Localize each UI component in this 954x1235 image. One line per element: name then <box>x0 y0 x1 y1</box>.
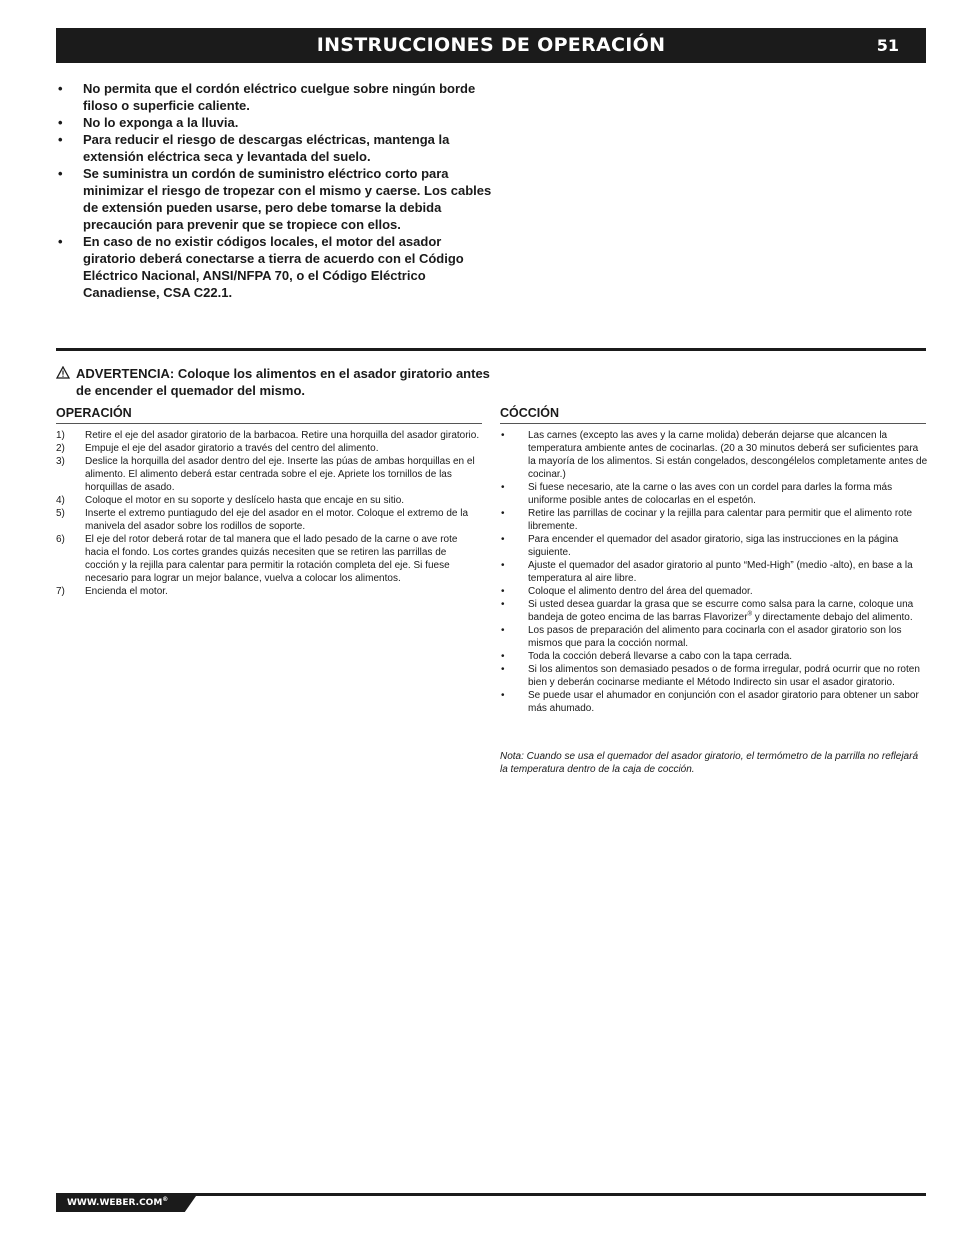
list-item <box>56 533 482 585</box>
step-number: 2) <box>56 443 65 454</box>
footer-divider <box>56 1193 926 1196</box>
step-text: Retire el eje del asador giratorio de la barbacoa. Retire una horquilla del asador giratorio. <box>85 430 480 441</box>
list-item: • Para encender el quemador del asador giratorio, siga las instrucciones en la página siguiente. <box>500 533 928 559</box>
coccion-heading: CÓCCIÓN <box>500 406 926 424</box>
list-item: • No lo exponga a la lluvia. <box>56 114 496 131</box>
page-number: 51 <box>876 36 899 55</box>
list-item: • No permita que el cordón eléctrico cuelgue sobre ningún borde filoso o superficie caliente. <box>56 80 496 114</box>
list-item: • Se suministra un cordón de suministro eléctrico corto para minimizar el riesgo de tropezar con el mismo y caerse. Los cables de extensión pueden usarse, pero debe tomarse la debida precaución para prevenir que se tropiece con ellos. <box>56 165 496 233</box>
list-item: • Para reducir el riesgo de descargas eléctricas, mantenga la extensión eléctrica seca y levantada del suelo. <box>56 131 496 165</box>
step-text: Empuje el eje del asador giratorio a través del centro del alimento. <box>85 443 379 454</box>
warning-text: ADVERTENCIA: Coloque los alimentos en el asador giratorio antes de encender el quemador del mismo. <box>76 366 490 398</box>
list-item <box>56 507 482 533</box>
footer-website-link[interactable] <box>67 1198 168 1208</box>
list-item: • En caso de no existir códigos locales, el motor del asador giratorio deberá conectarse a tierra de acuerdo con el Código Eléctrico Nacional, ANSI/NFPA 70, o el Código Eléctrico Canadiense, CSA C22.1. <box>56 233 496 301</box>
grease-text: Si usted desea guardar la grasa que se escurre como salsa para la carne, coloque una bandeja de goteo encima de las barras Flavorizer <box>528 599 914 623</box>
registered-mark: ® <box>162 1196 169 1203</box>
step-number: 1) <box>56 430 65 441</box>
registered-mark: ® <box>747 611 752 618</box>
list-item: • Las carnes (excepto las aves y la carne molida) deberán dejarse que alcancen la temperatura ambiente antes de cocinarlas. (20 a 30 minutos deberá ser suficientes para la mayoría de los alimentos. Si están congelados, descongélelos completamente antes de cocinar.) <box>500 429 928 481</box>
coccion-note: Nota: Cuando se usa el quemador del asador giratorio, el termómetro de la parrilla no reflejará la temperatura dentro de la caja de cocción. <box>500 751 919 775</box>
list-item <box>56 494 482 507</box>
list-item: • Toda la cocción deberá llevarse a cabo con la tapa cerrada. <box>500 650 928 663</box>
warning-triangle-icon <box>56 366 70 379</box>
footer-url-text: WWW.WEBER.COM <box>67 1198 163 1208</box>
section-divider <box>56 348 926 351</box>
list-item <box>500 598 928 624</box>
list-item <box>56 585 482 598</box>
step-text: Encienda el motor. <box>85 586 168 597</box>
step-text: Inserte el extremo puntiagudo del eje del asador en el motor. Coloque el extremo de la manivela del asador sobre los rodillos de soporte. <box>85 508 469 532</box>
step-text: El eje del rotor deberá rotar de tal manera que el lado pesado de la carne o ave rote hacia el fondo. Los cortes grandes quizás necesiten que se retiren las parrillas de cocción y la rejilla para calentar para permitir la rotación completa del eje. Si fuese necesario para lograr un mejor balance, vuelva a colocar los alimentos. <box>85 534 458 584</box>
step-number: 4) <box>56 495 65 506</box>
operacion-heading: OPERACIÓN <box>56 406 482 424</box>
step-number: 7) <box>56 586 65 597</box>
list-item: • Coloque el alimento dentro del área del quemador. <box>500 585 928 598</box>
safety-list <box>56 80 496 301</box>
list-item: • Si fuese necesario, ate la carne o las aves con un cordel para darles la forma más uniforme posible antes de colocarlas en el espetón. <box>500 481 928 507</box>
step-number: 5) <box>56 508 65 519</box>
step-text: Deslice la horquilla del asador dentro del eje. Inserte las púas de ambas horquillas en el alimento. El alimento deberá estar centrada sobre el eje. Apriete los tornillos de las horquillas de asado. <box>85 456 475 493</box>
step-number: 3) <box>56 456 65 467</box>
list-item: • Los pasos de preparación del alimento para cocinarla con el asador giratorio son los mismos que para la cocción normal. <box>500 624 928 650</box>
page-title: INSTRUCCIONES DE OPERACIÓN <box>316 34 666 56</box>
coccion-list <box>500 429 928 715</box>
operacion-steps <box>56 429 482 598</box>
list-item <box>56 429 482 442</box>
grease-text-end: y directamente debajo del alimento. <box>752 612 913 623</box>
list-item <box>56 455 482 494</box>
page-header <box>56 28 926 63</box>
step-text: Coloque el motor en su soporte y deslícelo hasta que encaje en su sitio. <box>85 495 405 506</box>
list-item: • Retire las parrillas de cocinar y la rejilla para calentar para permitir que el alimento rote libremente. <box>500 507 928 533</box>
list-item: • Ajuste el quemador del asador giratorio al punto “Med-High” (medio -alto), en base a la temperatura al aire libre. <box>500 559 928 585</box>
warning-notice <box>56 365 496 399</box>
step-number: 6) <box>56 534 65 545</box>
list-item <box>56 442 482 455</box>
list-item: • Si los alimentos son demasiado pesados o de forma irregular, podrá ocurrir que no roten bien y deberán cocinarse mediante el Método Indirecto sin usar el asador giratorio. <box>500 663 928 689</box>
list-item: • Se puede usar el ahumador en conjunción con el asador giratorio para obtener un sabor más ahumado. <box>500 689 928 715</box>
